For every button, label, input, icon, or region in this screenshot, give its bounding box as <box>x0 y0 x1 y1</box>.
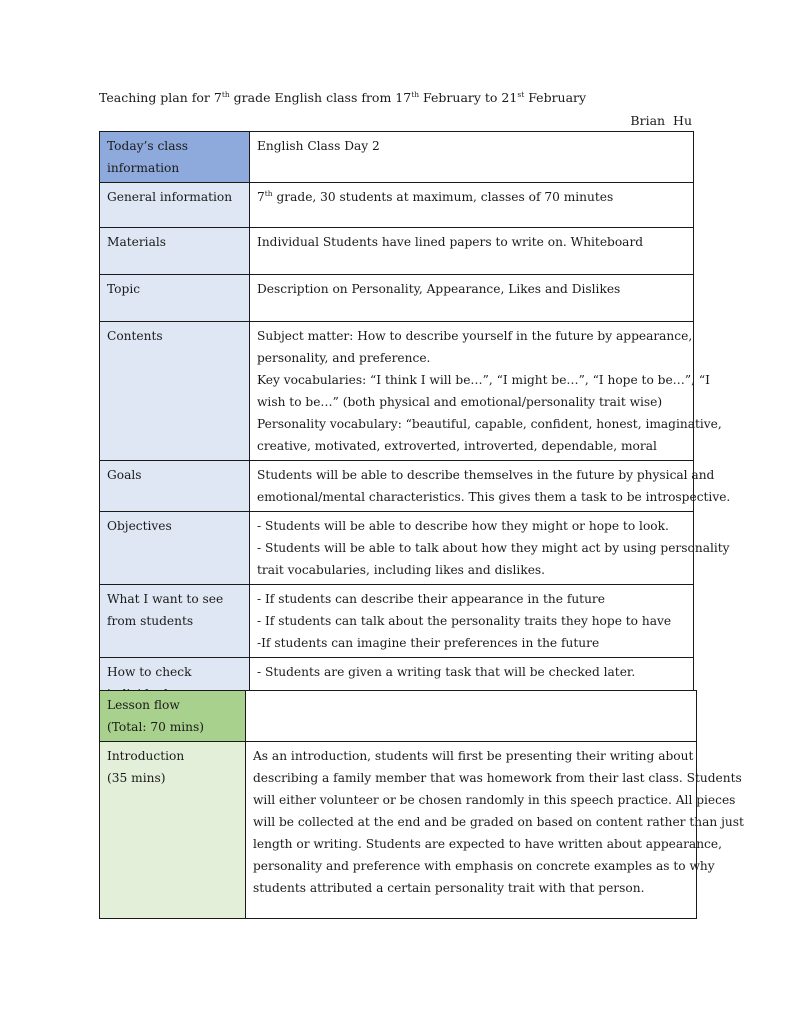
lesson-flow-table <box>99 690 744 919</box>
value-line: length or writing. Students are expected to have written about appearance, <box>253 837 722 851</box>
value-line: - Students will be able to describe how they might or hope to look. <box>257 519 669 533</box>
row-label: Objectives <box>100 512 250 585</box>
title-superscript: th <box>411 90 420 99</box>
document-title <box>99 89 586 107</box>
row-value <box>246 691 697 742</box>
row-label: Topic <box>100 275 250 322</box>
value-line: personality and preference with emphasis on concrete examples as to why <box>253 859 715 873</box>
value-line: -If students can imagine their preferences in the future <box>257 636 600 650</box>
row-value <box>250 585 694 658</box>
value-text: 7 <box>257 190 265 204</box>
value-line: personality, and preference. <box>257 351 431 365</box>
title-superscript: th <box>221 90 230 99</box>
value-line <box>257 186 686 208</box>
table-row <box>100 322 694 461</box>
table-row <box>100 132 694 183</box>
row-value <box>250 512 730 585</box>
table-row <box>100 585 694 658</box>
title-text: February to 21 <box>419 90 518 105</box>
value-line: - If students can talk about the personality traits they hope to have <box>257 614 672 628</box>
value-line: Description on Personality, Appearance, Likes and Dislikes <box>257 282 621 296</box>
row-label: Goals <box>100 461 250 512</box>
label-line: (35 mins) <box>107 771 166 785</box>
label-line: (Total: 70 mins) <box>107 720 205 734</box>
table-row <box>100 512 694 585</box>
row-value <box>250 322 722 461</box>
row-label <box>100 691 246 742</box>
title-text: February <box>524 90 587 105</box>
row-label: General information <box>100 183 250 228</box>
value-superscript: th <box>264 189 273 198</box>
value-line: will be collected at the end and be graded on based on content rather than just <box>253 815 744 829</box>
row-value <box>250 461 731 512</box>
value-line: Subject matter: How to describe yourself in the future by appearance, <box>257 329 693 343</box>
table-row <box>100 691 697 742</box>
table-row <box>100 742 697 919</box>
row-label: Materials <box>100 228 250 275</box>
value-line: - Students are given a writing task that will be checked later. <box>257 665 636 679</box>
value-line: Students will be able to describe themselves in the future by physical and <box>257 468 715 482</box>
value-line: Individual Students have lined papers to write on. Whiteboard <box>257 235 644 249</box>
label-line: Lesson flow <box>107 698 180 712</box>
value-line: describing a family member that was homework from their last class. Students <box>253 771 742 785</box>
row-label: What I want to see from students <box>100 585 250 658</box>
value-line: will either volunteer or be chosen randomly in this speech practice. All pieces <box>253 793 736 807</box>
value-line: trait vocabularies, including likes and dislikes. <box>257 563 546 577</box>
table-row <box>100 228 694 275</box>
class-info-table <box>99 131 731 731</box>
row-value <box>250 183 694 228</box>
row-value <box>250 132 694 183</box>
value-line: Personality vocabulary: “beautiful, capable, confident, honest, imaginative, <box>257 417 722 431</box>
value-line: creative, motivated, extroverted, introverted, dependable, moral <box>257 439 657 453</box>
title-text: Teaching plan for 7 <box>99 90 222 105</box>
label-line: Introduction <box>107 749 185 763</box>
value-line: emotional/mental characteristics. This gives them a task to be introspective. <box>257 490 731 504</box>
value-line: students attributed a certain personality trait with that person. <box>253 881 645 895</box>
value-line: - If students can describe their appearance in the future <box>257 592 605 606</box>
title-superscript: st <box>517 90 525 99</box>
row-value <box>246 742 744 919</box>
table-row <box>100 275 694 322</box>
value-line: English Class Day 2 <box>257 139 380 153</box>
row-value <box>250 228 694 275</box>
value-line: As an introduction, students will first be presenting their writing about <box>253 749 694 763</box>
title-text: grade English class from 17 <box>229 90 412 105</box>
table-row <box>100 183 694 228</box>
value-text: grade, 30 students at maximum, classes of 70 minutes <box>272 190 614 204</box>
value-line: Key vocabularies: “I think I will be…”, “I might be…”, “I hope to be…”, “I <box>257 373 710 387</box>
table-row <box>100 461 694 512</box>
value-line: wish to be…” (both physical and emotional/personality trait wise) <box>257 395 663 409</box>
row-label: Contents <box>100 322 250 461</box>
row-label <box>100 742 246 919</box>
row-value <box>250 275 694 322</box>
row-label: Today’s class information <box>100 132 250 183</box>
value-line: - Students will be able to talk about how they might act by using personality <box>257 541 730 555</box>
author-name: Brian Hu <box>630 113 692 128</box>
row-label: How to check <box>100 658 250 731</box>
